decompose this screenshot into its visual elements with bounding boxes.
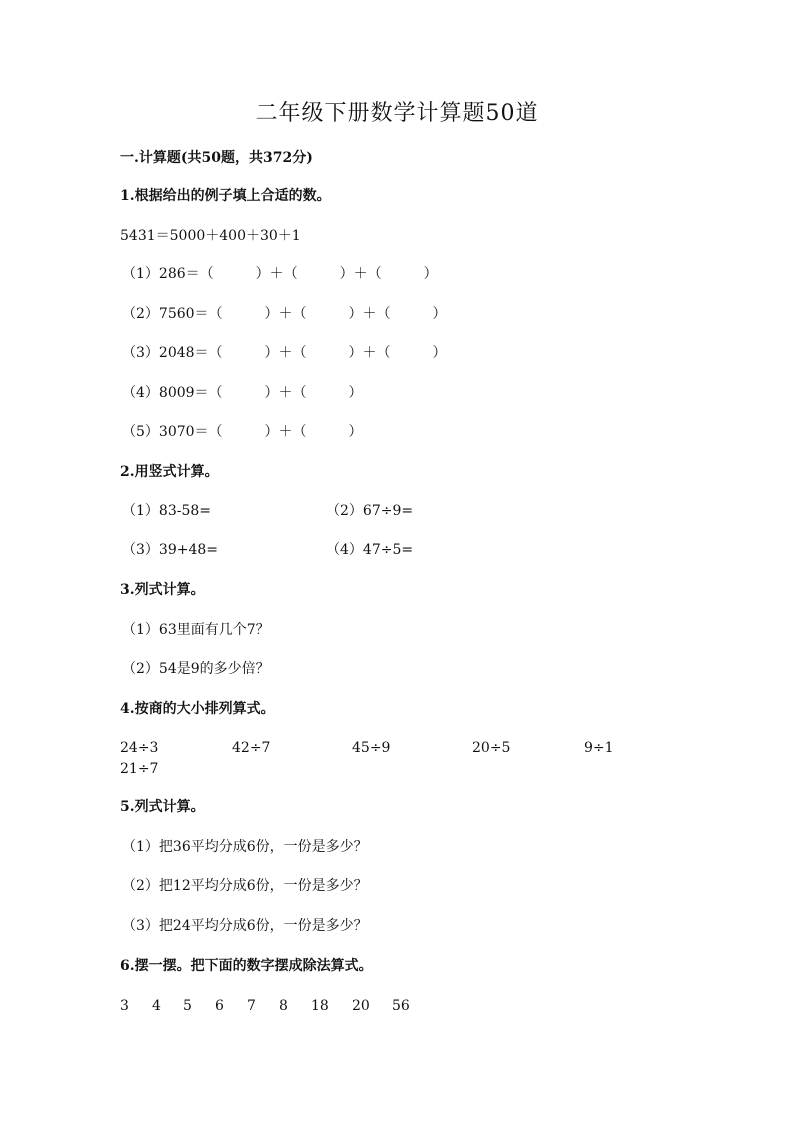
q4-expression: 9÷1 (584, 740, 614, 756)
q3-heading: 3.列式计算。 (120, 582, 205, 598)
q6-number: 4 (152, 998, 161, 1014)
q5-item-3: （3）把24平均分成6份，一份是多少？ (122, 918, 368, 934)
q6-number: 7 (247, 998, 256, 1014)
q6-number: 8 (279, 998, 288, 1014)
q6-number: 56 (392, 998, 410, 1014)
q1-item-4: （4）8009＝（ ）＋（ ） (122, 385, 363, 401)
q1-item-2: （2）7560＝（ ）＋（ ）＋（ ） (122, 306, 447, 322)
q1-example: 5431＝5000＋400＋30＋1 (120, 228, 301, 244)
section-heading: 一.计算题(共50题，共372分) (120, 150, 313, 166)
page-title: 二年级下册数学计算题50道 (255, 101, 539, 126)
q4-expression: 21÷7 (120, 761, 159, 777)
q2-item-1: （1）83-58= (122, 503, 211, 519)
q6-number: 6 (215, 998, 224, 1014)
q4-expression: 24÷3 (120, 740, 159, 756)
q6-heading: 6.摆一摆。把下面的数字摆成除法算式。 (120, 958, 373, 974)
q2-heading: 2.用竖式计算。 (120, 464, 219, 480)
q1-item-1: （1）286＝（ ）＋（ ）＋（ ） (122, 266, 438, 282)
q5-heading: 5.列式计算。 (120, 799, 205, 815)
q1-heading: 1.根据给出的例子填上合适的数。 (120, 188, 331, 204)
q4-expression: 20÷5 (472, 740, 511, 756)
q2-item-4: （4）47÷5= (326, 542, 414, 558)
q6-number: 18 (311, 998, 329, 1014)
q6-number: 5 (183, 998, 192, 1014)
q4-heading: 4.按商的大小排列算式。 (120, 701, 275, 717)
q1-item-3: （3）2048＝（ ）＋（ ）＋（ ） (122, 345, 447, 361)
q6-number: 3 (120, 998, 129, 1014)
q5-item-2: （2）把12平均分成6份，一份是多少？ (122, 878, 368, 894)
q3-item-2: （2）54是9的多少倍？ (122, 661, 270, 677)
q1-item-5: （5）3070＝（ ）＋（ ） (122, 424, 363, 440)
q2-item-2: （2）67÷9= (326, 503, 414, 519)
q4-expression: 42÷7 (232, 740, 271, 756)
q5-item-1: （1）把36平均分成6份，一份是多少？ (122, 839, 368, 855)
q2-item-3: （3）39+48= (122, 542, 218, 558)
q6-number: 20 (352, 998, 370, 1014)
q3-item-1: （1）63里面有几个7？ (122, 622, 270, 638)
q4-expression: 45÷9 (352, 740, 391, 756)
